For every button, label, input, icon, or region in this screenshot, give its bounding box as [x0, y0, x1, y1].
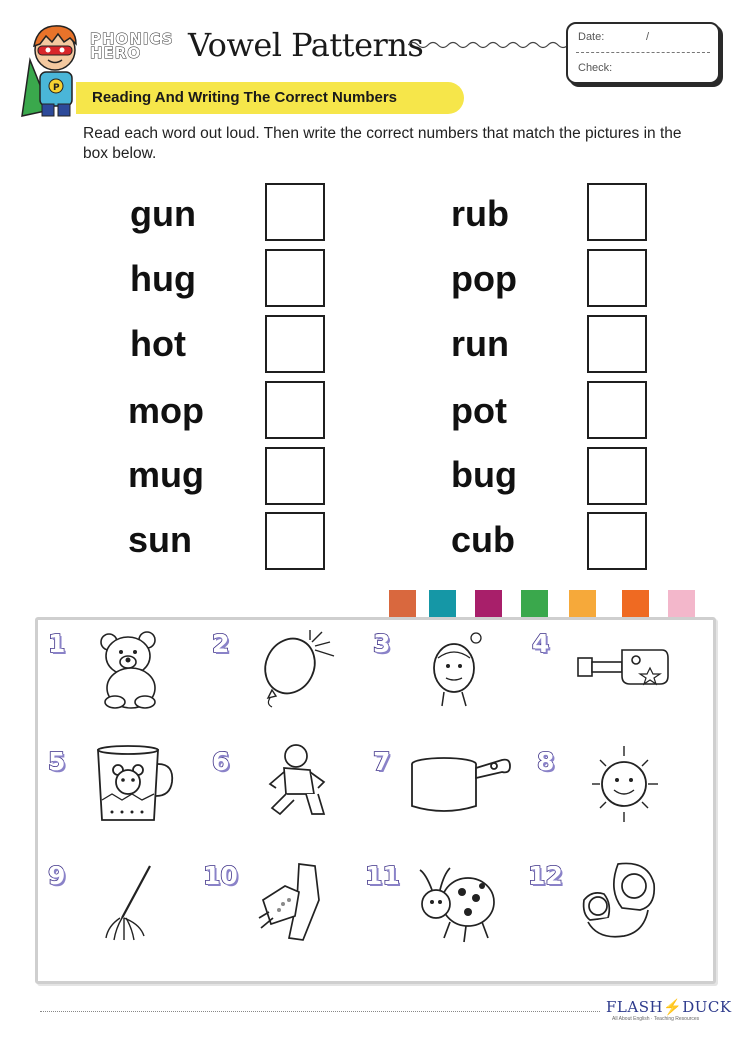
- footer-divider: [40, 1011, 600, 1012]
- answer-box-right-5[interactable]: [587, 447, 647, 505]
- svg-text:P: P: [53, 83, 60, 93]
- rubbing-hands-icon: [255, 860, 331, 944]
- brand-line1: PHONICS: [90, 30, 174, 48]
- logo-tagline: All About English · Teaching Resources: [612, 1016, 700, 1022]
- picture-number-9: 9: [48, 861, 66, 890]
- word-right-5: bug: [451, 454, 517, 495]
- answer-box-left-2[interactable]: [265, 249, 325, 307]
- color-tab-7: [668, 590, 695, 620]
- answer-box-left-3[interactable]: [265, 315, 325, 373]
- color-tab-3: [475, 590, 502, 620]
- picture-number-4: 4: [532, 629, 550, 658]
- picture-number-11: 11: [365, 861, 400, 890]
- picture-number-12: 12: [528, 861, 563, 890]
- date-label: Date:: [578, 31, 605, 43]
- date-divider: [576, 52, 710, 53]
- page-title: Vowel Patterns: [188, 26, 424, 64]
- answer-box-left-1[interactable]: [265, 183, 325, 241]
- picture-number-2: 2: [212, 629, 230, 658]
- bear-mug-icon: [92, 742, 176, 826]
- word-left-1: gun: [130, 193, 196, 234]
- answer-box-left-5[interactable]: [265, 447, 325, 505]
- word-right-3: run: [451, 323, 509, 364]
- word-left-4: mop: [128, 390, 204, 431]
- word-left-2: hug: [130, 258, 196, 299]
- subtitle: Reading And Writing The Correct Numbers: [92, 89, 398, 106]
- word-left-6: sun: [128, 519, 193, 560]
- hot-face-icon: [428, 628, 488, 708]
- running-child-icon: [262, 742, 332, 826]
- answer-box-left-4[interactable]: [265, 381, 325, 439]
- word-left-3: hot: [130, 323, 186, 364]
- hug-icon: [578, 860, 668, 944]
- word-right-1: rub: [451, 193, 509, 234]
- answer-box-right-1[interactable]: [587, 183, 647, 241]
- check-label: Check:: [578, 62, 613, 74]
- toy-gun-icon: [574, 636, 670, 692]
- word-left-5: mug: [128, 454, 204, 495]
- word-right-4: pot: [451, 390, 507, 431]
- date-slash: /: [646, 31, 650, 43]
- teddy-bear-icon: [95, 628, 165, 710]
- cooking-pot-icon: [408, 750, 512, 816]
- bolt-icon: ⚡: [663, 998, 683, 1016]
- answer-box-right-6[interactable]: [587, 512, 647, 570]
- answer-box-right-4[interactable]: [587, 381, 647, 439]
- color-tab-4: [521, 590, 548, 620]
- instructions: Read each word out loud. Then write the correct numbers that match the pictures in the box below.: [83, 125, 682, 162]
- word-right-2: pop: [451, 258, 517, 299]
- brand-line2: HERO: [90, 44, 142, 62]
- bug-icon: [410, 862, 500, 946]
- logo-right: DUCK: [682, 998, 732, 1016]
- answer-box-left-6[interactable]: [265, 512, 325, 570]
- color-tab-5: [569, 590, 596, 620]
- date-check-box: [566, 22, 720, 84]
- color-tab-1: [389, 590, 416, 620]
- answer-box-right-3[interactable]: [587, 315, 647, 373]
- word-right-6: cub: [451, 519, 516, 560]
- mop-icon: [100, 862, 160, 942]
- color-tab-2: [429, 590, 456, 620]
- sun-icon: [590, 742, 660, 826]
- picture-number-7: 7: [373, 747, 391, 776]
- popping-balloon-icon: [260, 628, 340, 708]
- phonics-hero-logo: [90, 32, 178, 68]
- picture-number-3: 3: [373, 629, 391, 658]
- logo-left: FLASH: [606, 998, 664, 1016]
- picture-number-1: 1: [48, 629, 66, 658]
- wavy-line-icon: [408, 38, 568, 52]
- picture-number-8: 8: [537, 747, 555, 776]
- answer-box-right-2[interactable]: [587, 249, 647, 307]
- picture-number-6: 6: [212, 747, 230, 776]
- flashduck-logo: [606, 998, 732, 1016]
- picture-number-5: 5: [48, 747, 66, 776]
- picture-number-10: 10: [203, 861, 238, 890]
- color-tab-6: [622, 590, 649, 620]
